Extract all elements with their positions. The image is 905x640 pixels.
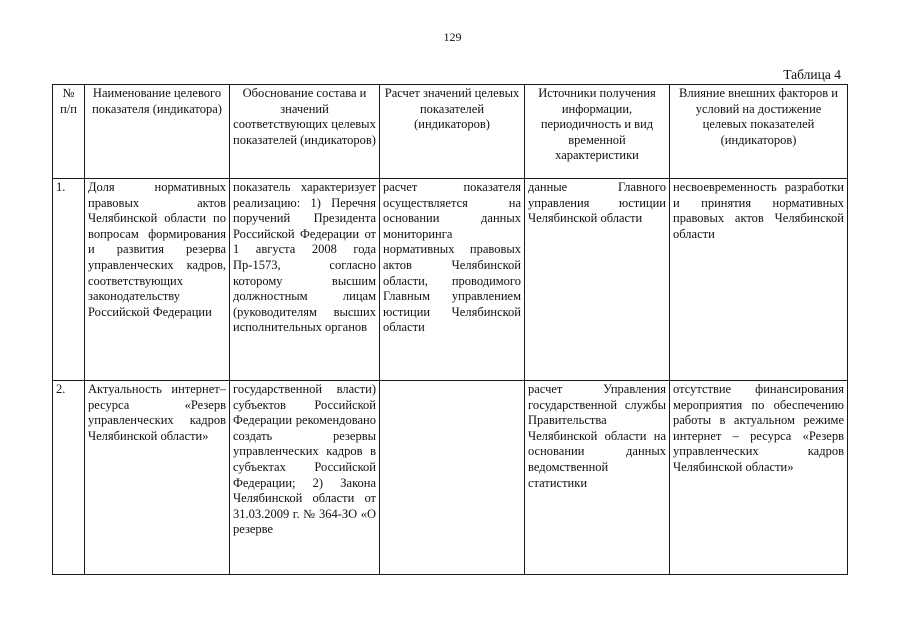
row-influence: несвоевременность разработки и принятия нормативных правовых актов Челябинской области [670,179,848,381]
row-calc: расчет показателя осуществляется на основании данных мониторинга нормативных правовых актов Челябинской области, проводимого Главным управлением юстиции Челябинской области [380,179,525,381]
header-basis: Обоснование состава и значений соответствующих целевых показателей (индикаторов) [230,85,380,179]
row-number: 1. [53,179,85,381]
header-num: № п/п [53,85,85,179]
row-calc [380,381,525,575]
row-influence: отсутствие финансирования мероприятия по обеспечению работы в актуальном режиме интернет – ресурса «Резерв управленческих кадров Челябинской области» [670,381,848,575]
header-name: Наименование целевого показателя (индикатора) [85,85,230,179]
row-source: данные Главного управления юстиции Челябинской области [525,179,670,381]
page-number: 129 [443,30,462,44]
header-influence: Влияние внешних факторов и условий на достижение целевых показателей (индикаторов) [670,85,848,179]
header-source: Источники получения информации, периодичность и вид временной характеристики [525,85,670,179]
row-number: 2. [53,381,85,575]
indicators-table [52,84,848,575]
table-header-row [53,85,848,179]
header-calc: Расчет значений целевых показателей (индикаторов) [380,85,525,179]
row-source: расчет Управления государственной службы Правительства Челябинской области на основании данных ведомственной статистики [525,381,670,575]
table-row [53,179,848,381]
row-name: Доля нормативных правовых актов Челябинской области по вопросам формирования и развития резерва управленческих кадров, соответствующих законодательству Российской Федерации [85,179,230,381]
row-basis: государственной власти) субъектов Российской Федерации рекомендовано создать резервы управленческих кадров в субъектах Российской Федерации; 2) Закона Челябинской области от 31.03.2009 г. № 364-ЗО «О резерве [230,381,380,575]
table-row [53,381,848,575]
row-name: Актуальность интернет–ресурса «Резерв управленческих кадров Челябинской области» [85,381,230,575]
row-basis: показатель характеризует реализацию: 1) Перечня поручений Президента Российской Федерации от 1 августа 2008 года Пр-1573, согласно которому высшим должностным лицам (руководителям высших исполнительных органов [230,179,380,381]
table-caption: Таблица 4 [783,67,841,82]
